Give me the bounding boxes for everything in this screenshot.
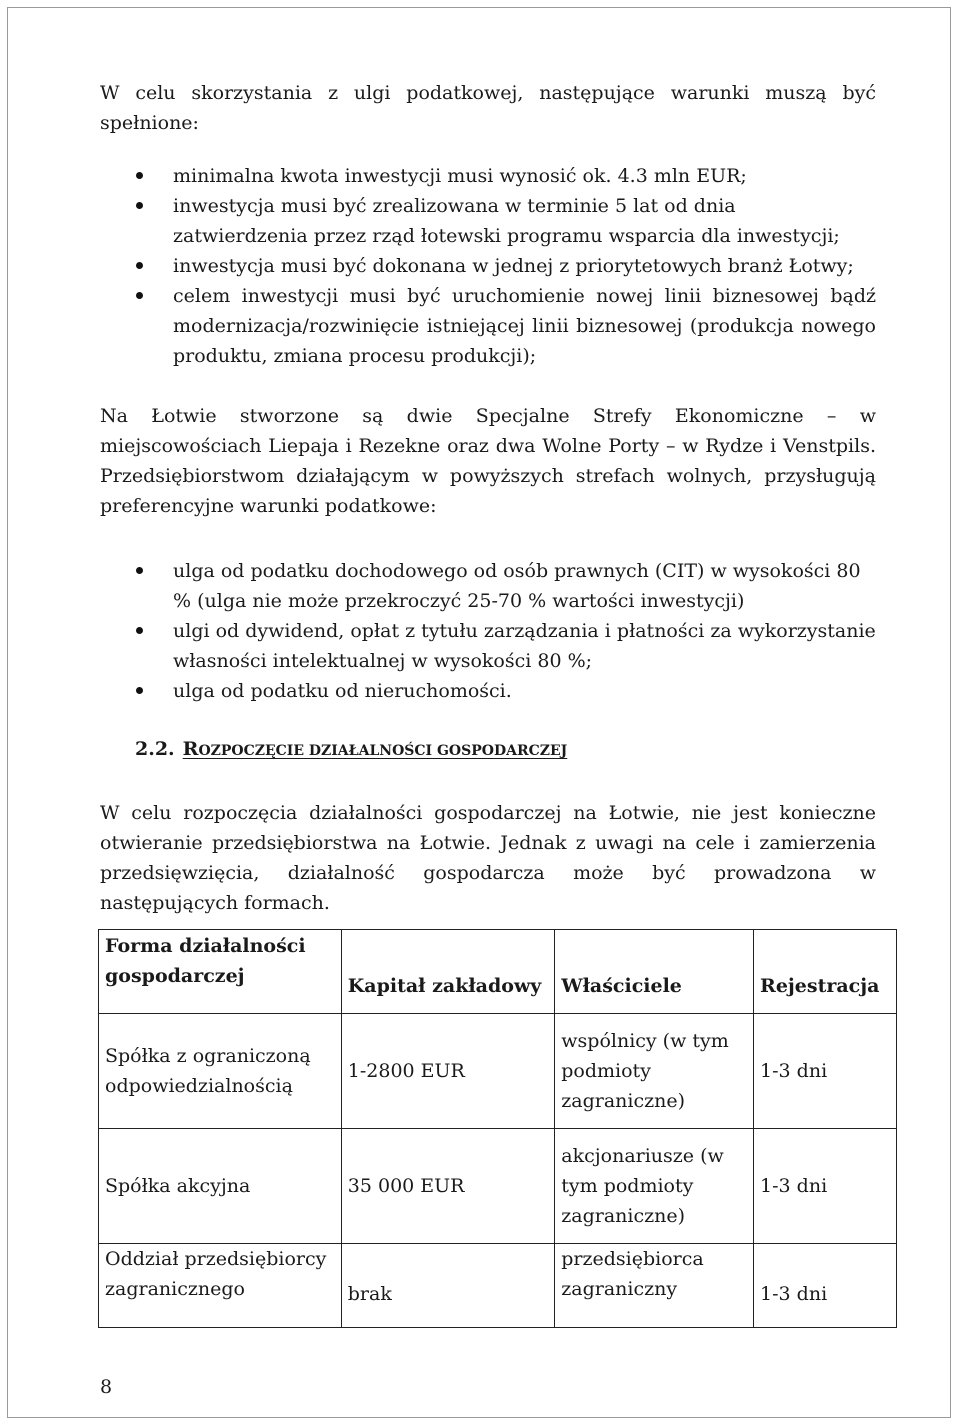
table-row	[99, 1014, 897, 1129]
intro-paragraph: W celu skorzystania z ulgi podatkowej, następujące warunki muszą być spełnione:	[100, 82, 876, 134]
table-row	[99, 1244, 897, 1328]
table-cell: Oddział przedsiębiorcy zagranicznego	[99, 1244, 342, 1328]
table-cell: wspólnicy (w tym podmioty zagraniczne)	[555, 1014, 754, 1129]
table-cell: Spółka akcyjna	[99, 1129, 342, 1244]
table-cell: przedsiębiorca zagraniczny	[555, 1244, 754, 1328]
table-cell: 1-3 dni	[754, 1244, 897, 1328]
list-item: ulga od podatku dochodowego od osób prawnych (CIT) w wysokości 80 % (ulga nie może przekroczyć 25-70 % wartości inwestycji)	[100, 556, 876, 616]
section-paragraph: W celu rozpoczęcia działalności gospodarczej na Łotwie, nie jest konieczne otwieranie przedsiębiorstwa na Łotwie. Jednak z uwagi na cele i zamierzenia przedsięwzięcia, działalność gospodarcza może być prowadzona w następujących formach.	[100, 802, 876, 914]
table-cell: akcjonariusze (w tym podmioty zagraniczne)	[555, 1129, 754, 1244]
business-forms-table	[98, 929, 897, 1328]
header-cell: Rejestracja	[754, 930, 897, 1014]
conditions-list	[100, 161, 876, 371]
page-content	[100, 78, 876, 918]
list-item: celem inwestycji musi być uruchomienie nowej linii biznesowej bądź modernizacja/rozwinięcie istniejącej linii biznesowej (produkcja nowego produktu, zmiana procesu produkcji);	[100, 281, 876, 371]
zones-paragraph: Na Łotwie stworzone są dwie Specjalne Strefy Ekonomiczne – w miejscowościach Liepaja i Rezekne oraz dwa Wolne Porty – w Rydze i Venstpils. Przedsiębiorstwom działającym w powyższych strefach wolnych, przysługują preferencyjne warunki podatkowe:	[100, 405, 876, 517]
header-cell: Forma działalności gospodarczej	[99, 930, 342, 1014]
header-cell: Kapitał zakładowy	[341, 930, 555, 1014]
section-heading	[135, 734, 876, 766]
list-item: inwestycja musi być dokonana w jednej z priorytetowych branż Łotwy;	[100, 251, 876, 281]
list-item: ulgi od dywidend, opłat z tytułu zarządzania i płatności za wykorzystanie własności intelektualnej w wysokości 80 %;	[100, 616, 876, 676]
table-cell: 1-3 dni	[754, 1014, 897, 1129]
section-title	[183, 738, 568, 760]
header-cell: Właściciele	[555, 930, 754, 1014]
section-number: 2.2.	[135, 738, 175, 760]
section-title-rest: OZPOCZĘCIE DZIAŁALNOŚCI GOSPODARCZEJ	[198, 743, 568, 759]
table-cell: 1-3 dni	[754, 1129, 897, 1244]
table-header-row	[99, 930, 897, 1014]
table-cell: brak	[341, 1244, 555, 1328]
page-number: 8	[100, 1376, 113, 1398]
table-row	[99, 1129, 897, 1244]
table-cell: 1-2800 EUR	[341, 1014, 555, 1129]
list-item: inwestycja musi być zrealizowana w terminie 5 lat od dnia zatwierdzenia przez rząd łotewski programu wsparcia dla inwestycji;	[100, 191, 876, 251]
list-item: minimalna kwota inwestycji musi wynosić ok. 4.3 mln EUR;	[100, 161, 876, 191]
table-cell: Spółka z ograniczoną odpowiedzialnością	[99, 1014, 342, 1129]
table-cell: 35 000 EUR	[341, 1129, 555, 1244]
benefits-list	[100, 556, 876, 706]
list-item: ulga od podatku od nieruchomości.	[100, 676, 876, 706]
section-title-first: R	[182, 738, 199, 760]
